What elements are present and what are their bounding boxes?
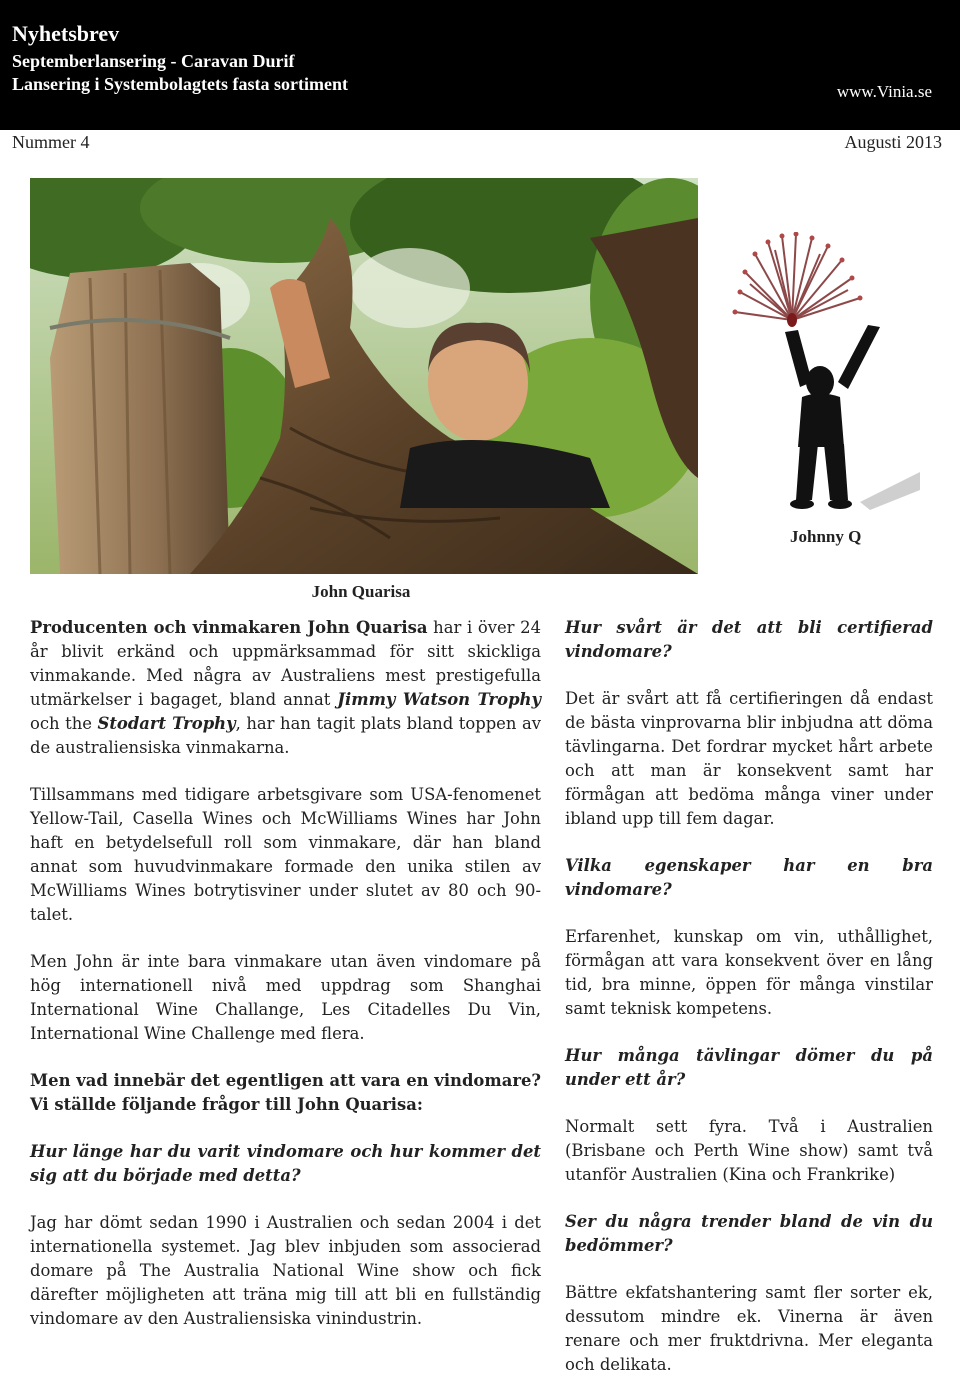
newsletter-subtitle-1: Septemberlansering - Caravan Durif: [12, 51, 295, 71]
question-1: Hur länge har du varit vindomare och hur kommer det sig att du började med detta?: [30, 1142, 541, 1185]
logo-caption: Johnny Q: [790, 527, 862, 546]
judge-paragraph: Men John är inte bara vinmakare utan även vindomare på hög internationell nivå med uppdrag som Shanghai International Wine Challange, Les Citadelles Du Vin, International Wine Challenge med flera.: [30, 952, 541, 1043]
intro-lead: Producenten och vinmakaren John Quarisa: [30, 618, 428, 637]
intro-text-b: och the: [30, 714, 98, 733]
vineyard-photo: [30, 178, 698, 574]
intro-text-a: har i över 24 år blivit erkänd och uppmärksammad för sitt skickliga vinmakande. Med några av Australiens mest prestigefulla utmärkelser i bagaget, bland annat: [30, 618, 541, 709]
website-link[interactable]: www.Vinia.se: [836, 82, 932, 101]
left-column: [30, 616, 541, 1354]
masthead: [0, 0, 960, 130]
intro-paragraph: [30, 616, 541, 760]
question-2: Hur svårt är det att bli certifierad vindomare?: [565, 618, 933, 661]
intro-text-c: , har han tagit plats bland toppen av de australiensiska vinmakarna.: [30, 714, 541, 757]
newsletter-title: Nyhetsbrev: [12, 21, 120, 46]
photo-caption: John Quarisa: [311, 582, 411, 601]
answer-1: Jag har dömt sedan 1990 i Australien och sedan 2004 i det internationella systemet. Jag blev inbjuden som associerad domare på The Australia National Wine show och fick därefter möjligheten att träna mig till att bli en fullständig vindomare av den Australiensiska vinindustrin.: [30, 1213, 541, 1328]
answer-4: Normalt sett fyra. Två i Australien (Brisbane och Perth Wine show) samt två utanför Australien (Kina och Frankrike): [565, 1117, 933, 1184]
issue-number: Nummer 4: [12, 132, 90, 152]
question-3: Vilka egenskaper har en bra vindomare?: [565, 856, 933, 899]
right-column: [565, 616, 933, 1400]
interview-intro: Men vad innebär det egentligen att vara en vindomare? Vi ställde följande frågor till John Quarisa:: [30, 1071, 541, 1114]
question-4: Hur många tävlingar dömer du på under ett år?: [565, 1046, 933, 1089]
career-paragraph: Tillsammans med tidigare arbetsgivare som USA-fenomenet Yellow-Tail, Casella Wines och McWilliams Wines har John haft en betydelsefull roll som vinmakare, där han bland annat som huvudvinmakare formade den unika stilen av McWilliams Wines botrytisviner under slutet av 80 och 90-talet.: [30, 785, 541, 924]
award-stodart: Stodart Trophy: [97, 714, 236, 733]
issue-date: Augusti 2013: [844, 132, 942, 152]
answer-2: Det är svårt att få certifieringen då endast de bästa vinprovarna blir inbjudna att döma tävlingarna. Det fordrar mycket hårt arbete och att man är konsekvent samt har förmågan att bedöma många viner under ibland upp till fem dagar.: [565, 689, 933, 828]
johnny-q-logo: [720, 232, 920, 522]
award-jimmy-watson: Jimmy Watson Trophy: [337, 690, 541, 709]
newsletter-subtitle-2: Lansering i Systembolagtets fasta sortiment: [12, 74, 348, 94]
answer-5: Bättre ekfatshantering samt fler sorter ek, dessutom mindre ek. Vinerna är även renare och mer fruktdrivna. Mer eleganta och delikata.: [565, 1283, 933, 1374]
answer-3: Erfarenhet, kunskap om vin, uthållighet, förmågan att vara konsekvent över en lång tid, bra minne, öppen för många vinstilar samt teknisk kompetens.: [565, 927, 933, 1018]
question-5: Ser du några trender bland de vin du bedömmer?: [565, 1212, 933, 1255]
